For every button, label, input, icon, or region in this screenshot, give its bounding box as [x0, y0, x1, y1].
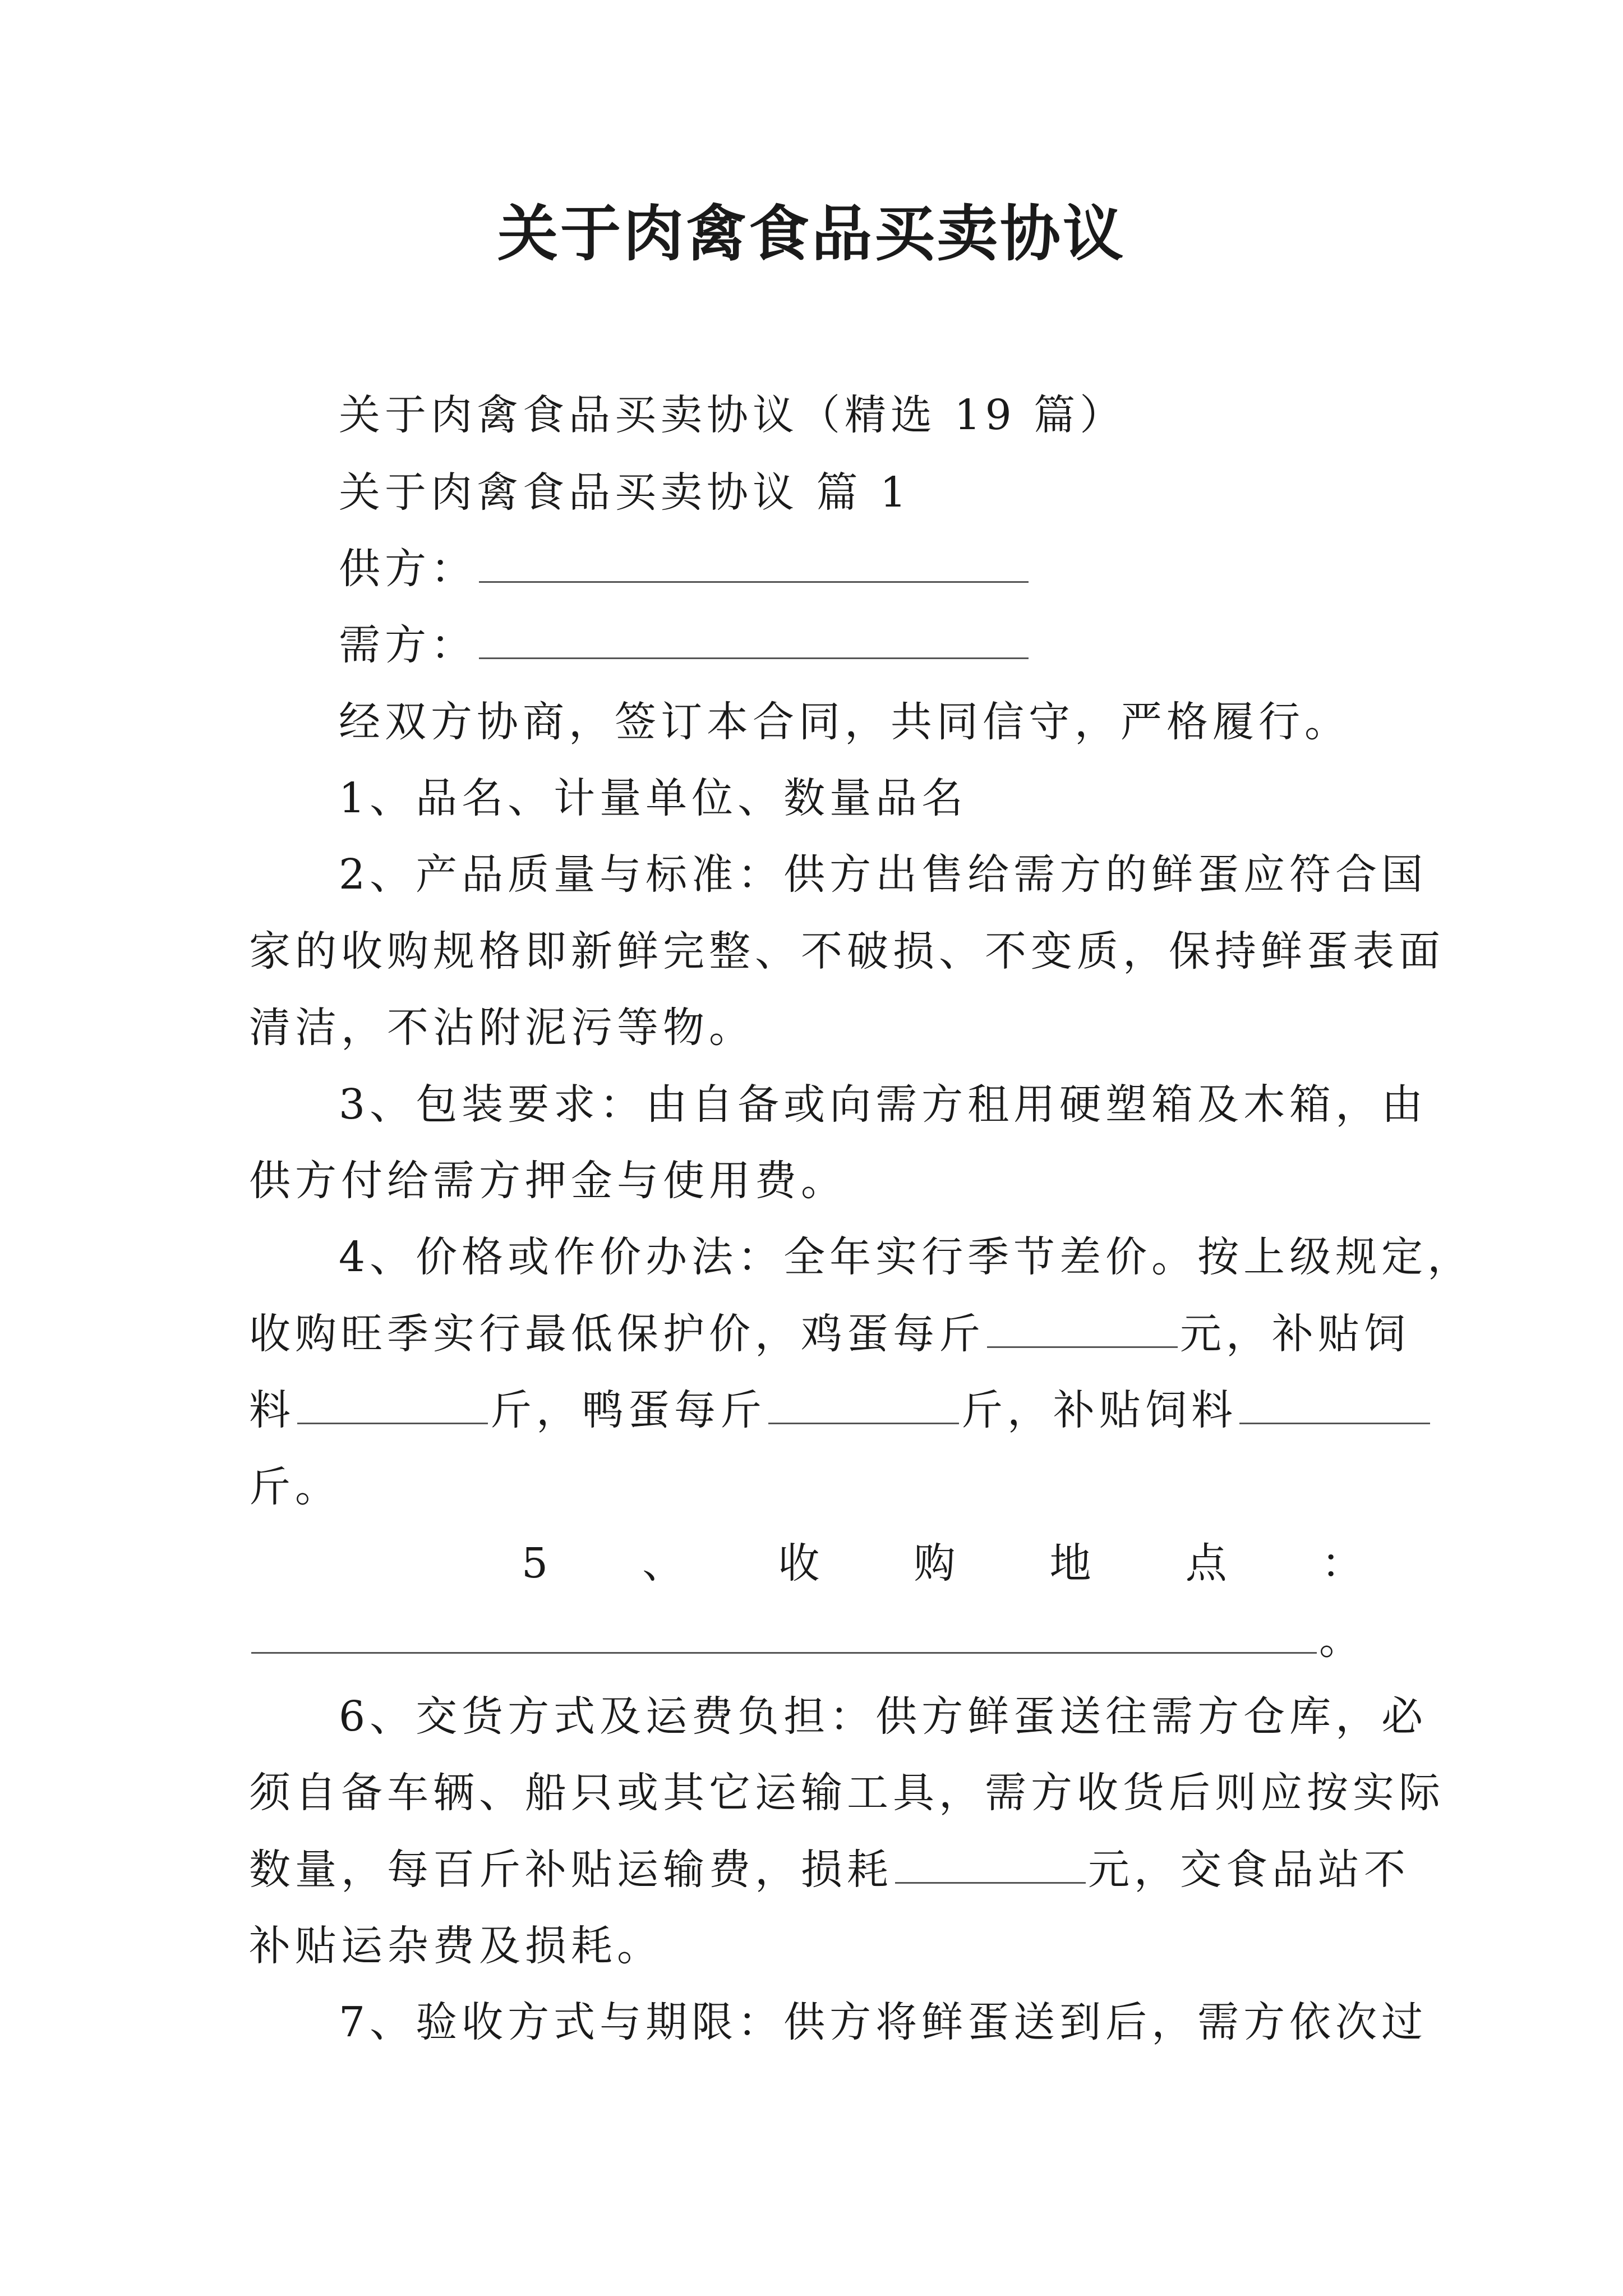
clause-6-line-2: 须自备车辆、船只或其它运输工具，需方收货后则应按实际 [249, 1769, 1445, 1817]
clause-4-line-4: 斤。 [249, 1463, 341, 1511]
loss-blank [895, 1848, 1086, 1884]
duck-feed-subsidy-blank [1239, 1389, 1430, 1424]
feed-subsidy-blank [297, 1389, 488, 1424]
clause-3-line-2: 供方付给需方押金与使用费。 [249, 1157, 847, 1205]
clause-4-text: 收购旺季实行最低保护价，鸡蛋每斤 [249, 1310, 985, 1358]
clause-4-text: 料 [249, 1386, 295, 1434]
purchase-location-blank [251, 1618, 1317, 1654]
supplier-label: 供方： [339, 545, 477, 593]
clause-4-line-2 [249, 1306, 1410, 1362]
clause-6-line-4: 补贴运杂费及损耗。 [249, 1922, 663, 1970]
clause-5-char: ： [1321, 1539, 1363, 1588]
intro-paragraph: 经双方协商，签订本合同，共同信守，严格履行。 [339, 698, 1350, 746]
clause-6-line-3 [249, 1842, 1410, 1898]
duck-egg-price-blank [768, 1389, 959, 1424]
clause-3-line-1: 3、包装要求：由自备或向需方租用硬塑箱及木箱，由 [339, 1080, 1428, 1129]
clause-5-char: 收 [778, 1539, 820, 1588]
clause-5-blank-line [249, 1612, 1365, 1668]
clause-7-line-1: 7、验收方式与期限：供方将鲜蛋送到后，需方依次过 [339, 1998, 1428, 2046]
clause-5-char: 点 [1185, 1539, 1227, 1588]
clause-6-text: 元，交食品站不 [1088, 1846, 1410, 1894]
buyer-label: 需方： [339, 621, 477, 669]
clause-4-text: 斤，鸭蛋每斤 [490, 1386, 766, 1434]
buyer-line [339, 617, 1031, 673]
section-heading: 关于肉禽食品买卖协议 篇 1 [339, 468, 911, 517]
clause-5-char: 5 [522, 1539, 548, 1588]
clause-1: 1、品名、计量单位、数量品名 [339, 774, 968, 822]
document-title: 关于肉禽食品买卖协议 [497, 199, 1126, 269]
egg-price-blank [987, 1313, 1178, 1348]
clause-5-char: 购 [914, 1539, 956, 1588]
clause-4-text: 斤，补贴饲料 [961, 1386, 1237, 1434]
supplier-line [339, 541, 1031, 597]
clause-2-line-1: 2、产品质量与标准：供方出售给需方的鲜蛋应符合国 [339, 850, 1428, 899]
clause-2-line-3: 清洁，不沾附泥污等物。 [249, 1004, 755, 1052]
clause-4-text: 元，补贴饲 [1180, 1310, 1410, 1358]
document-subtitle: 关于肉禽食品买卖协议（精选 19 篇） [339, 391, 1126, 439]
clause-6-text: 数量，每百斤补贴运输费，损耗 [249, 1846, 893, 1894]
clause-5-end: 。 [1319, 1616, 1365, 1664]
clause-5-heading [522, 1535, 1363, 1591]
supplier-blank [479, 547, 1029, 583]
clause-2-line-2: 家的收购规格即新鲜完整、不破损、不变质，保持鲜蛋表面 [249, 927, 1445, 976]
buyer-blank [479, 624, 1029, 659]
clause-6-line-1: 6、交货方式及运费负担：供方鲜蛋送往需方仓库，必 [339, 1692, 1428, 1741]
clause-5-char: 、 [642, 1539, 684, 1588]
clause-5-char: 地 [1049, 1539, 1091, 1588]
clause-4-line-1: 4、价格或作价办法：全年实行季节差价。按上级规定， [339, 1233, 1474, 1281]
clause-4-line-3 [249, 1382, 1432, 1438]
